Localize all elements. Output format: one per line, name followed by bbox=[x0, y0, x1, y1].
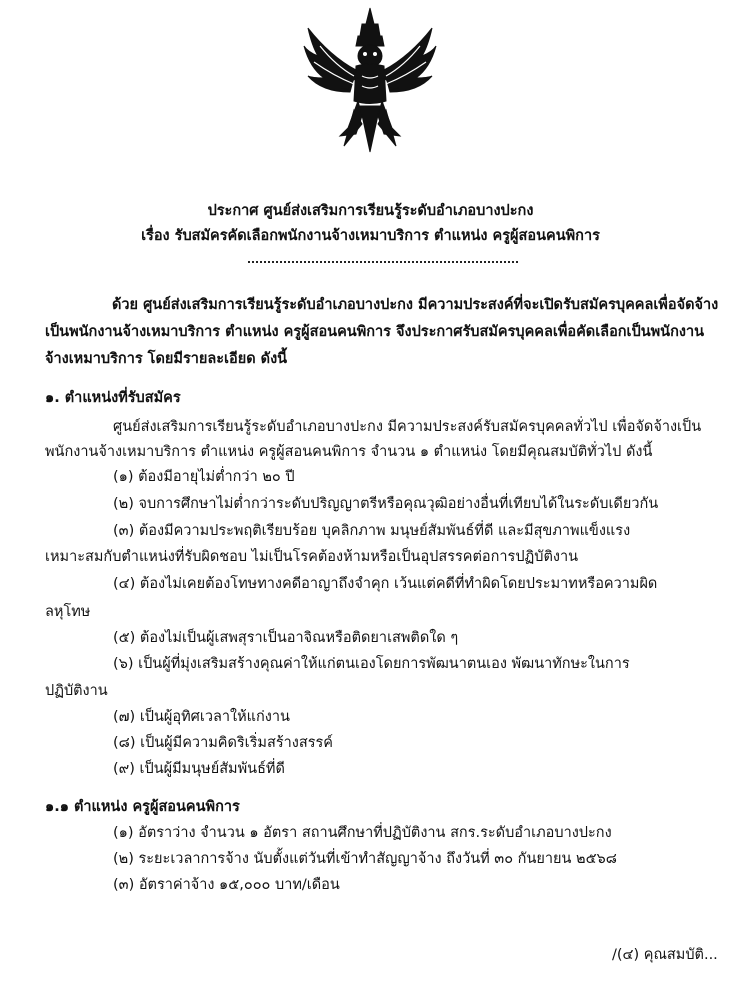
title-divider bbox=[248, 261, 518, 263]
garuda-emblem bbox=[300, 6, 440, 156]
qualification-item: (๔) ต้องไม่เคยต้องโทษทางคดีอาญาถึงจำคุก เว้นแต่คดีที่ทำผิดโดยประมาทหรือความผิด bbox=[113, 576, 658, 592]
section-paragraph: ศูนย์ส่งเสริมการเรียนรู้ระดับอำเภอบางปะกง มีความประสงค์รับสมัครบุคคลทั่วไป เพื่อจัดจ้างเป็น bbox=[113, 419, 702, 435]
qualification-item: (๘) เป็นผู้มีความคิดริเริ่มสร้างสรรค์ bbox=[113, 735, 333, 751]
qualification-item-cont: เหมาะสมกับตำแหน่งที่รับผิดชอบ ไม่เป็นโรคต้องห้ามหรือเป็นอุปสรรคต่อการปฏิบัติงาน bbox=[45, 549, 579, 565]
section-paragraph: พนักงานจ้างเหมาบริการ ตำแหน่ง ครูผู้สอนคนพิการ จำนวน ๑ ตำแหน่ง โดยมีคุณสมบัติทั่วไป ดังนี้ bbox=[45, 444, 653, 460]
qualification-item-cont: ลหุโทษ bbox=[45, 604, 91, 620]
announcement-subject: เรื่อง รับสมัครคัดเลือกพนักงานจ้างเหมาบริการ ตำแหน่ง ครูผู้สอนคนพิการ bbox=[141, 228, 600, 244]
qualification-item: (๓) ต้องมีความประพฤติเรียบร้อย บุคลิกภาพ มนุษย์สัมพันธ์ที่ดี และมีสุขภาพแข็งแรง bbox=[113, 523, 631, 539]
intro-line: เป็นพนักงานจ้างเหมาบริการ ตำแหน่ง ครูผู้สอนคนพิการ จึงประกาศรับสมัครบุคคลเพื่อคัดเลือกเป็นพนักงาน bbox=[45, 324, 705, 340]
announcement-title: ประกาศ ศูนย์ส่งเสริมการเรียนรู้ระดับอำเภอบางปะกง bbox=[207, 203, 534, 219]
qualification-item: (๗) เป็นผู้อุทิศเวลาให้แก่งาน bbox=[113, 709, 290, 725]
continued-marker: /(๔) คุณสมบัติ... bbox=[612, 947, 718, 963]
position-detail: (๓) อัตราค่าจ้าง ๑๕,๐๐๐ บาท/เดือน bbox=[113, 877, 340, 893]
qualification-item-cont: ปฏิบัติงาน bbox=[45, 683, 108, 699]
position-detail: (๒) ระยะเวลาการจ้าง นับตั้งแต่วันที่เข้าทำสัญญาจ้าง ถึงวันที่ ๓๐ กันยายน ๒๕๖๘ bbox=[113, 851, 617, 867]
position-detail: (๑) อัตราว่าง จำนวน ๑ อัตรา สถานศึกษาที่ปฏิบัติงาน สกร.ระดับอำเภอบางปะกง bbox=[113, 825, 612, 841]
qualification-item: (๑) ต้องมีอายุไม่ต่ำกว่า ๒๐ ปี bbox=[113, 469, 295, 485]
intro-line: ด้วย ศูนย์ส่งเสริมการเรียนรู้ระดับอำเภอบางปะกง มีความประสงค์ที่จะเปิดรับสมัครบุคคลเพื่อจัดจ้าง bbox=[112, 297, 719, 313]
qualification-item: (๖) เป็นผู้ที่มุ่งเสริมสร้างคุณค่าให้แก่ตนเองโดยการพัฒนาตนเอง พัฒนาทักษะในการ bbox=[113, 656, 630, 672]
qualification-item: (๙) เป็นผู้มีมนุษย์สัมพันธ์ที่ดี bbox=[113, 761, 285, 777]
position-heading: ๑.๑ ตำแหน่ง ครูผู้สอนคนพิการ bbox=[45, 799, 240, 815]
intro-line: จ้างเหมาบริการ โดยมีรายละเอียด ดังนี้ bbox=[45, 351, 288, 367]
qualification-item: (๕) ต้องไม่เป็นผู้เสพสุราเป็นอาจิณหรือติดยาเสพติดใด ๆ bbox=[113, 630, 459, 646]
section-heading: ๑. ตำแหน่งที่รับสมัคร bbox=[45, 390, 181, 406]
qualification-item: (๒) จบการศึกษาไม่ต่ำกว่าระดับปริญญาตรีหรือคุณวุฒิอย่างอื่นที่เทียบได้ในระดับเดียวกัน bbox=[113, 496, 659, 512]
